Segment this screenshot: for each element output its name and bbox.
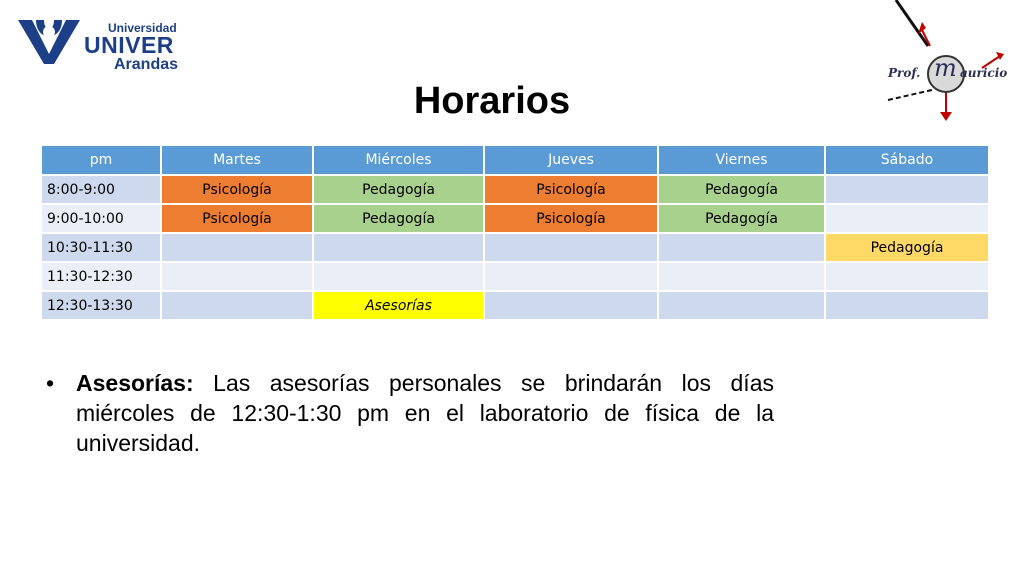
class-cell: Pedagogía (825, 233, 989, 262)
header-cell-viernes: Viernes (658, 145, 825, 175)
class-cell: Psicología (161, 175, 313, 204)
table-row (41, 233, 989, 262)
logo-line-arandas: Arandas (114, 56, 179, 73)
empty-cell (825, 204, 989, 233)
empty-cell (658, 291, 825, 320)
time-cell: 10:30-11:30 (41, 233, 161, 262)
table-row (41, 262, 989, 291)
logo-line-univer: UNIVER (84, 32, 174, 58)
time-cell: 12:30-13:30 (41, 291, 161, 320)
class-cell: Psicología (484, 204, 658, 233)
header-cell-miercoles: Miércoles (313, 145, 484, 175)
class-cell: Pedagogía (658, 204, 825, 233)
time-cell: 11:30-12:30 (41, 262, 161, 291)
bullet-text (76, 368, 774, 458)
class-cell: Pedagogía (658, 175, 825, 204)
empty-cell (161, 233, 313, 262)
empty-cell (313, 233, 484, 262)
bullet-label: Asesorías: (76, 370, 194, 396)
university-logo (16, 14, 186, 74)
class-cell: Pedagogía (313, 204, 484, 233)
time-cell: 9:00-10:00 (41, 204, 161, 233)
empty-cell (161, 262, 313, 291)
asesorias-bullet (46, 368, 774, 458)
logo-line-universidad: Universidad (108, 21, 177, 35)
table-header-row (41, 145, 989, 175)
page-title: Horarios (413, 80, 571, 122)
empty-cell (484, 233, 658, 262)
bullet-dot: • (46, 370, 55, 396)
brand-m-text: m (934, 54, 957, 82)
empty-cell (161, 291, 313, 320)
brand-auricio-text: auricio (960, 66, 1008, 80)
time-cell: 8:00-9:00 (41, 175, 161, 204)
empty-cell (658, 262, 825, 291)
header-cell-sabado: Sábado (825, 145, 989, 175)
header-cell-pm: pm (41, 145, 161, 175)
class-cell: Pedagogía (313, 175, 484, 204)
table-row (41, 175, 989, 204)
header-cell-martes: Martes (161, 145, 313, 175)
schedule-table (40, 144, 990, 321)
logo-wordmark (84, 22, 178, 73)
class-cell: Psicología (484, 175, 658, 204)
table-row (41, 204, 989, 233)
empty-cell (825, 291, 989, 320)
table-row (41, 291, 989, 320)
empty-cell (658, 233, 825, 262)
class-cell: Asesorías (313, 291, 484, 320)
empty-cell (313, 262, 484, 291)
brand-prof-text: Prof. (888, 66, 921, 80)
empty-cell (825, 262, 989, 291)
bullet-body: Las asesorías personales se brindarán los días miércoles de 12:30-1:30 pm en el laboratorio de física de la universidad. (76, 370, 774, 456)
empty-cell (825, 175, 989, 204)
logo-emblem-icon (16, 14, 82, 66)
empty-cell (484, 291, 658, 320)
class-cell: Psicología (161, 204, 313, 233)
empty-cell (484, 262, 658, 291)
header-cell-jueves: Jueves (484, 145, 658, 175)
